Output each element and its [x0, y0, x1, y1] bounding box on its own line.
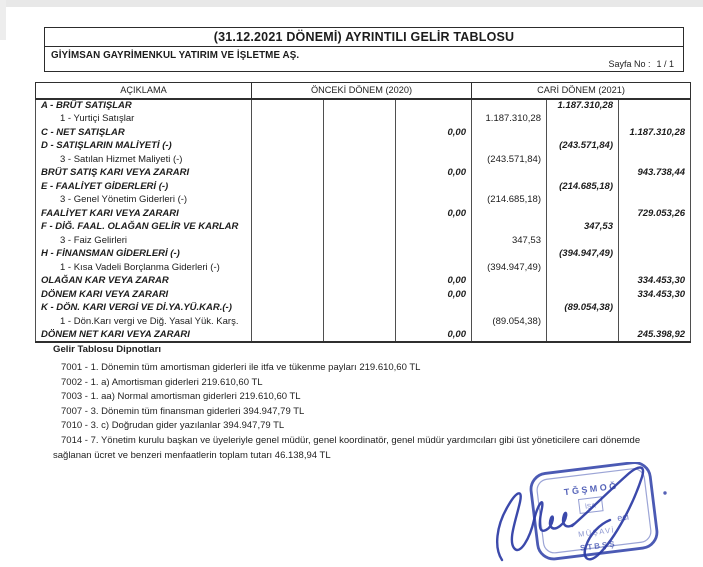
stamp-text-box: İSA — [584, 502, 597, 511]
row-value — [547, 193, 619, 207]
row-label: E - FAALİYET GİDERLERİ (-) — [36, 180, 252, 194]
row-value — [619, 153, 691, 167]
row-value — [324, 126, 396, 140]
stamp-text-low: MÜŞAVİ — [577, 525, 616, 539]
footnote-item: 7014 - 7. Yönetim kurulu başkan ve üyeleriyle genel müdür, genel koordinatör, genel müdür yardımcıları gibi üst yöneticilere cari dönemde sağlanan ücret ve benzeri menfaatlerin toplam tutarı 46.138,94 TL — [53, 434, 641, 461]
row-value — [252, 301, 324, 315]
row-label: H - FİNANSMAN GİDERLERİ (-) — [36, 247, 252, 261]
row-value — [324, 207, 396, 221]
row-value — [396, 193, 472, 207]
row-label: 3 - Genel Yönetim Giderleri (-) — [36, 193, 252, 207]
row-value — [547, 261, 619, 275]
row-value — [472, 207, 547, 221]
table-row — [36, 328, 691, 342]
row-value — [547, 315, 619, 329]
table-row — [36, 126, 691, 140]
page-number — [608, 59, 674, 69]
row-label: D - SATIŞLARIN MALİYETİ (-) — [36, 139, 252, 153]
row-value — [324, 234, 396, 248]
table-row — [36, 207, 691, 221]
row-value — [324, 315, 396, 329]
row-value — [472, 126, 547, 140]
table-row — [36, 112, 691, 126]
row-value: 0,00 — [396, 328, 472, 342]
row-value — [396, 99, 472, 113]
row-value — [252, 99, 324, 113]
table-row — [36, 193, 691, 207]
table-row — [36, 315, 691, 329]
row-value — [252, 153, 324, 167]
row-value — [472, 180, 547, 194]
row-value — [472, 166, 547, 180]
row-label: 3 - Faiz Gelirleri — [36, 234, 252, 248]
row-label: 1 - Dön.Karı vergi ve Diğ. Yasal Yük. Karş. — [36, 315, 252, 329]
row-value — [252, 207, 324, 221]
row-value — [396, 153, 472, 167]
table-row — [36, 166, 691, 180]
row-value: 334.453,30 — [619, 288, 691, 302]
row-label: K - DÖN. KARI VERGİ VE Dİ.YA.YÜ.KAR.(-) — [36, 301, 252, 315]
row-label: A - BRÜT SATIŞLAR — [36, 99, 252, 113]
row-value — [252, 180, 324, 194]
row-value — [324, 301, 396, 315]
col-header-aciklama: AÇIKLAMA — [36, 83, 252, 99]
row-value: 0,00 — [396, 274, 472, 288]
row-value — [619, 139, 691, 153]
income-statement-table — [35, 82, 691, 343]
footnote-item: 7002 - 1. a) Amortisman giderleri 219.610,60 TL — [61, 376, 263, 388]
income-table-body — [36, 99, 691, 342]
stamp-graphic — [488, 462, 700, 566]
table-row — [36, 247, 691, 261]
table-row — [36, 220, 691, 234]
stamp-text-bottom: STBŞŞ — [579, 539, 618, 553]
table-header-row — [36, 83, 691, 99]
row-value: 729.053,26 — [619, 207, 691, 221]
row-value — [472, 328, 547, 342]
row-value — [619, 220, 691, 234]
row-value: (394.947,49) — [472, 261, 547, 275]
col-header-onceki-donem: ÖNCEKİ DÖNEM (2020) — [252, 83, 472, 99]
row-value — [324, 274, 396, 288]
stamp-text-top: TĞŞMOĞ — [563, 480, 620, 498]
row-value — [324, 261, 396, 275]
row-value — [396, 139, 472, 153]
row-value: 943.738,44 — [619, 166, 691, 180]
row-value — [619, 261, 691, 275]
row-value — [619, 234, 691, 248]
row-value — [396, 112, 472, 126]
row-value — [324, 166, 396, 180]
title-box — [44, 27, 684, 72]
row-value: 334.453,30 — [619, 274, 691, 288]
row-value — [619, 301, 691, 315]
table-row — [36, 153, 691, 167]
table-row — [36, 99, 691, 113]
row-value — [324, 139, 396, 153]
row-value — [252, 315, 324, 329]
row-value — [324, 112, 396, 126]
row-value: 1.187.310,28 — [619, 126, 691, 140]
row-value — [324, 328, 396, 342]
row-value — [324, 193, 396, 207]
row-value: (214.685,18) — [547, 180, 619, 194]
row-value — [472, 247, 547, 261]
table-row — [36, 274, 691, 288]
row-value — [252, 234, 324, 248]
footnote-item: 7010 - 3. c) Doğrudan gider yazılanlar 394.947,79 TL — [61, 420, 285, 432]
row-label: C - NET SATIŞLAR — [36, 126, 252, 140]
row-value: 245.398,92 — [619, 328, 691, 342]
table-row — [36, 288, 691, 302]
row-value — [324, 153, 396, 167]
row-value — [252, 139, 324, 153]
row-value — [547, 207, 619, 221]
row-label: DÖNEM NET KARI VEYA ZARARI — [36, 328, 252, 342]
row-value — [396, 234, 472, 248]
row-value: (89.054,38) — [472, 315, 547, 329]
table-row — [36, 139, 691, 153]
row-value — [252, 112, 324, 126]
row-value — [619, 315, 691, 329]
row-value — [619, 99, 691, 113]
row-value — [252, 220, 324, 234]
row-value — [472, 301, 547, 315]
row-value: (214.685,18) — [472, 193, 547, 207]
row-value: 347,53 — [472, 234, 547, 248]
row-value: (243.571,84) — [472, 153, 547, 167]
row-label: BRÜT SATIŞ KARI VEYA ZARARI — [36, 166, 252, 180]
row-value — [547, 112, 619, 126]
row-value — [324, 99, 396, 113]
footnotes-section — [53, 344, 665, 463]
row-value — [619, 112, 691, 126]
row-label: F - DİĞ. FAAL. OLAĞAN GELİR VE KARLAR — [36, 220, 252, 234]
ink-dot — [663, 491, 666, 494]
company-name: GİYİMSAN GAYRİMENKUL YATIRIM VE İŞLETME AŞ. — [51, 50, 300, 61]
row-value — [396, 180, 472, 194]
row-value: (243.571,84) — [547, 139, 619, 153]
row-value: 1.187.310,28 — [547, 99, 619, 113]
row-value — [252, 166, 324, 180]
row-value — [396, 247, 472, 261]
footnotes-title: Gelir Tablosu Dipnotları — [53, 344, 162, 355]
row-value — [252, 288, 324, 302]
row-value: 0,00 — [396, 207, 472, 221]
page-number-label: Sayfa No : — [608, 59, 651, 69]
row-value: 347,53 — [547, 220, 619, 234]
page-number-value: 1 / 1 — [656, 59, 674, 69]
row-value — [396, 220, 472, 234]
scan-edge-top — [0, 0, 703, 7]
row-value — [547, 274, 619, 288]
row-value — [472, 99, 547, 113]
footnote-item: 7003 - 1. aa) Normal amortisman giderleri 219.610,60 TL — [61, 391, 301, 403]
row-label: 1 - Kısa Vadeli Borçlanma Giderleri (-) — [36, 261, 252, 275]
footnote-item: 7007 - 3. Dönemin tüm finansman giderleri 394.947,79 TL — [61, 405, 305, 417]
row-value: (89.054,38) — [547, 301, 619, 315]
row-value — [619, 180, 691, 194]
row-value — [396, 261, 472, 275]
row-value: 0,00 — [396, 126, 472, 140]
table-row — [36, 301, 691, 315]
row-value — [252, 193, 324, 207]
row-value — [472, 139, 547, 153]
row-value — [252, 261, 324, 275]
footnote-item: 7001 - 1. Dönemin tüm amortisman giderleri ile itfa ve tükenme payları 219.610,60 TL — [61, 362, 421, 373]
row-value — [396, 315, 472, 329]
row-value — [252, 247, 324, 261]
row-value — [324, 247, 396, 261]
row-label: 1 - Yurtiçi Satışlar — [36, 112, 252, 126]
row-value — [547, 328, 619, 342]
page-title: (31.12.2021 DÖNEMİ) AYRINTILI GELİR TABLOSU — [45, 28, 683, 47]
row-value — [547, 166, 619, 180]
row-label: DÖNEM KARI VEYA ZARARI — [36, 288, 252, 302]
row-value: 1.187.310,28 — [472, 112, 547, 126]
table-row — [36, 180, 691, 194]
row-value — [619, 193, 691, 207]
accountant-stamp — [488, 462, 700, 566]
row-label: 3 - Satılan Hizmet Maliyeti (-) — [36, 153, 252, 167]
row-value — [324, 288, 396, 302]
row-value — [547, 153, 619, 167]
row-value — [396, 301, 472, 315]
row-value: 0,00 — [396, 166, 472, 180]
row-value — [547, 288, 619, 302]
row-value: 0,00 — [396, 288, 472, 302]
row-value — [547, 126, 619, 140]
row-value — [324, 180, 396, 194]
row-value: (394.947,49) — [547, 247, 619, 261]
row-value — [252, 274, 324, 288]
scan-edge-left — [0, 0, 6, 40]
row-value — [252, 126, 324, 140]
row-value — [324, 220, 396, 234]
row-value — [252, 328, 324, 342]
table-row — [36, 234, 691, 248]
row-value — [472, 220, 547, 234]
row-label: FAALİYET KARI VEYA ZARARI — [36, 207, 252, 221]
row-label: OLAĞAN KAR VEYA ZARAR — [36, 274, 252, 288]
col-header-cari-donem: CARİ DÖNEM (2021) — [472, 83, 691, 99]
row-value — [472, 288, 547, 302]
row-value — [547, 234, 619, 248]
row-value — [619, 247, 691, 261]
row-value — [472, 274, 547, 288]
table-row — [36, 261, 691, 275]
stamp-text-mid: eci — [616, 511, 630, 523]
footnotes-list — [53, 361, 665, 463]
